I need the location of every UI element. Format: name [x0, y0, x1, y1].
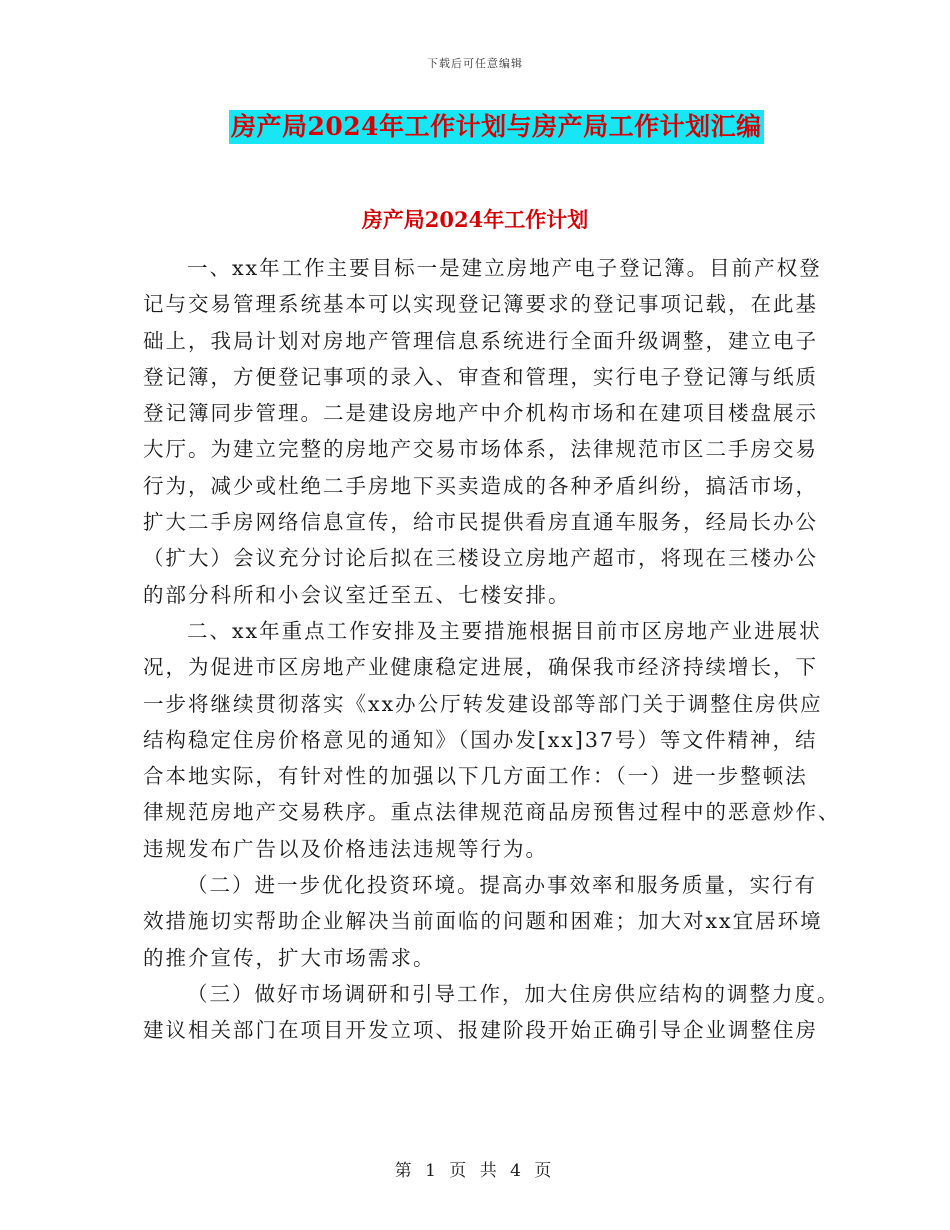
body-line: 一步将继续贯彻落实《xx办公厅转发建设部等部门关于调整住房供应	[143, 691, 823, 716]
body-line: 结构稳定住房价格意见的通知》（国办发[xx]37号）等文件精神，结	[143, 727, 818, 752]
body-line: 一、xx年工作主要目标一是建立房地产电子登记簿。目前产权登	[187, 256, 822, 280]
body-line: 大厅。为建立完整的房地产交易市场体系，法律规范市区二手房交易	[143, 437, 818, 462]
body-line: 违规发布广告以及价格违法违规等行为。	[143, 836, 548, 861]
body-line: 记与交易管理系统基本可以实现登记簿要求的登记事项记载，在此基	[143, 292, 818, 317]
body-line: 的推介宣传，扩大市场需求。	[143, 945, 436, 970]
body-line: （扩大）会议充分讨论后拟在三楼设立房地产超市，将现在三楼办公	[143, 546, 818, 571]
body-line: 登记簿同步管理。二是建设房地产中介机构市场和在建项目楼盘展示	[143, 401, 818, 426]
body-line: 建议相关部门在项目开发立项、报建阶段开始正确引导企业调整住房	[143, 1018, 818, 1043]
body-line: 况，为促进市区房地产业健康稳定进展，确保我市经济持续增长，下	[143, 655, 818, 680]
page-footer: 第 1 页 共 4 页	[394, 1161, 556, 1181]
body-line: 的部分科所和小会议室迁至五、七楼安排。	[143, 582, 571, 607]
body-line: 二、xx年重点工作安排及主要措施根据目前市区房地产业进展状	[187, 618, 822, 643]
body-line: （三）做好市场调研和引导工作，加大住房供应结构的调整力度。	[187, 981, 840, 1006]
document-body	[143, 250, 841, 1049]
body-line: （二）进一步优化投资环境。提高办事效率和服务质量，实行有	[187, 873, 817, 898]
body-line: 扩大二手房网络信息宣传，给市民提供看房直通车服务，经局长办公	[143, 510, 818, 535]
body-line: 础上，我局计划对房地产管理信息系统进行全面升级调整，建立电子	[143, 328, 818, 353]
section-title: 房产局2024年工作计划	[361, 207, 589, 232]
body-line: 效措施切实帮助企业解决当前面临的问题和困难；加大对xx宜居环境	[143, 909, 823, 934]
header-note: 下载后可任意编辑	[427, 57, 523, 70]
document-title: 房产局2024年工作计划与房产局工作计划汇编	[229, 110, 764, 144]
body-line: 合本地实际，有针对性的加强以下几方面工作：（一）进一步整顿法	[143, 764, 808, 789]
body-line: 律规范房地产交易秩序。重点法律规范商品房预售过程中的恶意炒作、	[143, 800, 841, 825]
body-line: 登记簿，方便登记事项的录入、审查和管理，实行电子登记簿与纸质	[143, 364, 818, 389]
body-line: 行为，减少或杜绝二手房地下买卖造成的各种矛盾纠纷，搞活市场，	[143, 473, 818, 498]
